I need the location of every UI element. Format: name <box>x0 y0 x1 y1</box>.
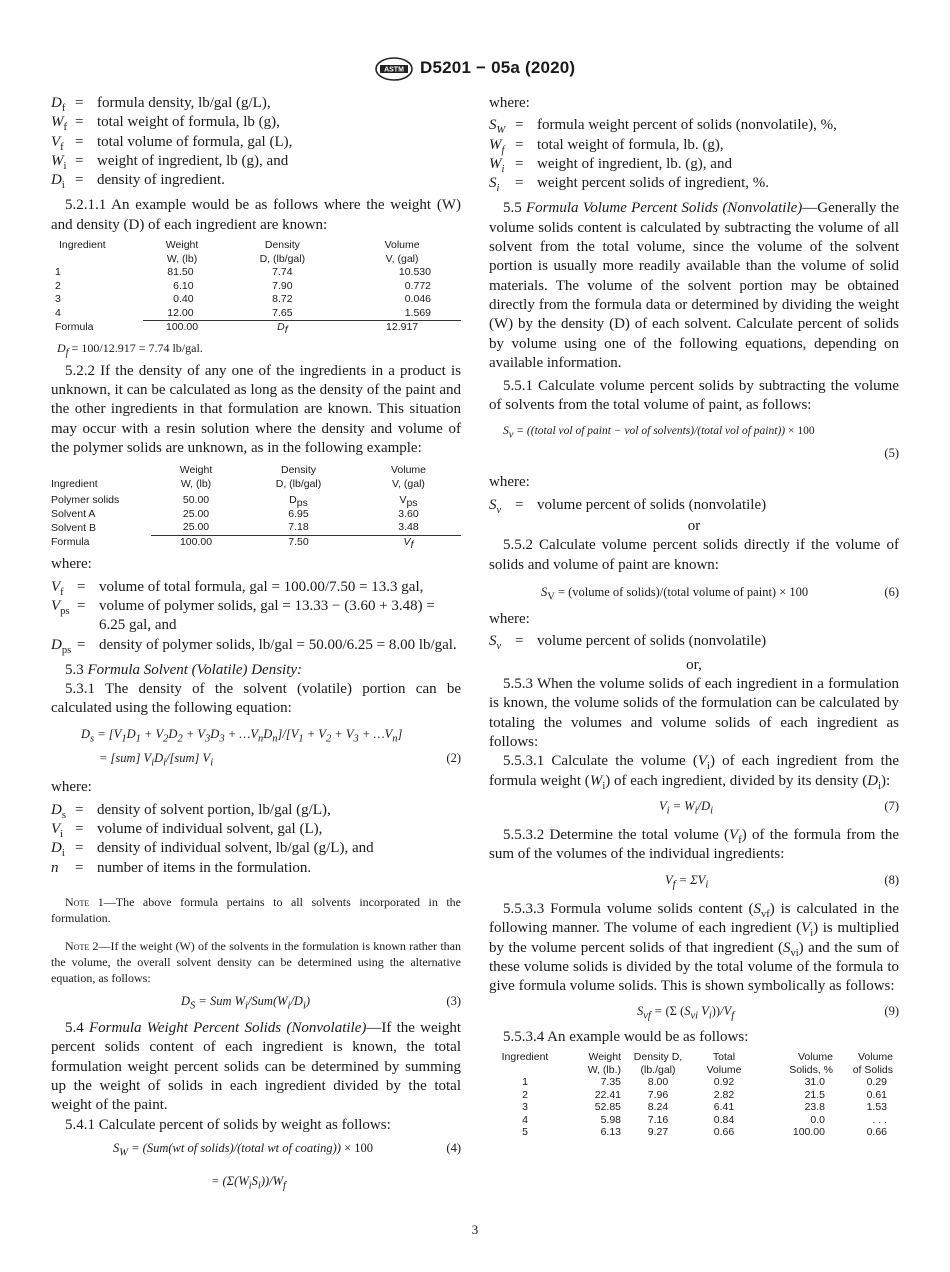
table-density-unknown: Ingredient Weight Density Volume W, (lb) D, (lb/gal) V, (gal) Polymer solids 50.00 $D_{ps}$ $V_{ps}$ Solvent A 25.00 6.95 3.60 Solvent B 25.00 7.18 3.48 Formula 100.00 7.50 $V_f$ <box>51 464 461 549</box>
table-row: 4 12.00 7.65 1.569 <box>51 307 461 321</box>
table-row: 2 6.10 7.90 0.772 <box>55 279 431 292</box>
definition-sv-2 <box>489 632 899 651</box>
table-volume-solids-example: Ingredient Weight Density D, Total Volume Volume W, (lb.) (lb./gal) Volume Solids, % of Solids 1 7.35 8.00 0.92 31.0 0.29 2 22.41 7.96 2.82 21.5 0.61 3 52.85 8.24 6.41 23.8 1.53 4 5.98 7.16 0.84 0.0 . . . 5 6.13 9.27 0.66 100.00 0.66 <box>499 1051 893 1139</box>
note-1: Note 1—The above formula pertains to all solvents incorporated in the formulation. <box>51 894 462 925</box>
definition-text: volume of total formula, gal = 100.00/7.50 = 13.3 gal, <box>99 578 424 595</box>
definition-symbol: $V_i$ <box>51 820 64 840</box>
table-total-row: Formula 100.00 $D_f$ 12.917 <box>55 321 419 337</box>
or-separator: or, <box>686 656 702 673</box>
astm-logo-icon <box>374 56 414 82</box>
definition-item: $V_{ps}$ = volume of polymer solids, gal = 13.33 − (3.60 + 3.48) = 6.25 gal, and <box>51 597 461 636</box>
paragraph-5-2-2: 5.2.2 If the density of any one of the ingredients in a product is unknown, it can be calculated as long as the density of the paint and the other ingredients in that formulation are known. This situation may occur with a resin solution where the density and volume of the polymer solids are unknown, as in the following example: <box>51 362 461 457</box>
definition-item: n = number of items in the formulation. <box>51 859 461 878</box>
definition-text: weight of ingredient, lb. (g), and <box>537 155 732 172</box>
definition-symbol: $D_i$ <box>51 840 65 860</box>
definition-text: volume percent of solids (nonvolatile) <box>537 633 767 650</box>
definition-text: volume percent of solids (nonvolatile) <box>537 496 767 513</box>
definition-text: total weight of formula, lb (g), <box>97 114 280 131</box>
paragraph-5-5-3-1: 5.5.3.1 Calculate the volume $(V_i)$ of each ingredient from the formula weight $(W_i)$ of each ingredient, divided by its density $(D_i)$: <box>489 753 899 792</box>
definitions-list-weight <box>489 116 899 193</box>
where-label: where: <box>489 611 530 628</box>
definition-text: weight of ingredient, lb (g), and <box>97 152 289 169</box>
table-ingredients-known: Ingredient Weight Density Volume W, (lb) D, (lb/gal) V, (gal) 1 81.50 7.74 10.530 2 6.10 7.90 0.772 3 0.40 8.72 0.046 4 12.00 7.65 1.569 Formula 100.00 $D_f$ 12.917 <box>51 239 461 335</box>
paragraph-5-5-1: 5.5.1 Calculate volume percent solids by subtracting the volume of solvents from the total volume of paint, as follows: <box>489 378 899 414</box>
where-label: where: <box>489 95 530 111</box>
table-row: 1 7.35 8.00 0.92 31.0 0.29 <box>522 1076 887 1089</box>
definition-item: $S_v$ = volume percent of solids (nonvolatile) <box>489 496 899 515</box>
definition-text: formula density, lb/gal (g/L), <box>97 95 271 111</box>
definition-symbol: $W_f$ <box>489 136 505 156</box>
table-row: 3 0.40 8.72 0.046 <box>55 293 431 306</box>
definition-item: $V_f$ = total volume of formula, gal (L), <box>51 133 461 152</box>
paragraph-5-3-1: 5.3.1 The density of the solvent (volatile) portion can be calculated using the following equation: <box>51 681 461 717</box>
where-label: where: <box>489 474 530 491</box>
definition-item: $S_i$ = weight percent solids of ingredient, %. <box>489 174 899 193</box>
definition-item: $W_i$ = weight of ingredient, lb (g), and <box>51 152 461 171</box>
definition-symbol: $W_i$ <box>489 155 505 175</box>
definition-item: $D_i$ = density of ingredient. <box>51 171 461 190</box>
page-number: 3 <box>471 1222 479 1237</box>
definition-symbol: $S_v$ <box>489 496 502 516</box>
section-5-3-heading: 5.3 Formula Solvent (Volatile) Density: <box>65 661 303 678</box>
definition-symbol: $W_f$ <box>51 114 67 134</box>
table-row: 4 5.98 7.16 0.84 0.0 . . . <box>522 1113 887 1126</box>
definition-text: weight percent solids of ingredient, %. <box>537 175 770 192</box>
definition-symbol: n <box>51 859 59 876</box>
definition-item: $V_f$ = volume of total formula, gal = 100.00/7.50 = 13.3 gal, <box>51 578 461 597</box>
table-row: 1 81.50 7.74 10.530 <box>55 266 431 279</box>
definition-item: $S_W$ = formula weight percent of solids (nonvolatile), %, <box>489 116 899 135</box>
where-label: where: <box>51 779 92 796</box>
equation-9: $S_{vf} = (\Sigma$ ($S_{vi}$ $V_i))/V_f$ (9) <box>637 1004 899 1022</box>
definition-item: $V_i$ = volume of individual solvent, gal (L), <box>51 820 461 839</box>
table-row: 3 52.85 8.24 6.41 23.8 1.53 <box>522 1101 887 1114</box>
svg-text:ASTM: ASTM <box>384 66 404 74</box>
equation-4: $S_W = (Sum(wt$ of solids)/(total wt of coating)) × 100 (4) <box>113 1140 461 1159</box>
definition-text: density of solvent portion, lb/gal (g/L), <box>97 801 331 818</box>
paragraph-5-4: 5.4 Formula Weight Percent Solids (Nonvolatile)—If the weight percent solids content of each ingredient is known, the total formulation weight percent solids can be determined by summing up the weight of solids in each ingredient divided by the total weight of the paint. <box>51 1020 461 1114</box>
definition-item: $S_v$ = volume percent of solids (nonvolatile) <box>489 632 899 651</box>
definition-text: volume of polymer solids, gal = 13.33 − (3.60 + 3.48) = 6.25 gal, and <box>99 597 435 634</box>
definition-text: density of ingredient. <box>97 172 225 189</box>
definition-item: $D_{ps}$ = density of polymer solids, lb/gal = 50.00/6.25 = 8.00 lb/gal. <box>51 636 461 655</box>
or-separator: or <box>687 517 701 534</box>
definition-symbol: $V_f$ <box>51 133 64 153</box>
equation-5: $S_v$ = ((total vol of paint − vol of solvents)/(total vol of paint)) × 100 <box>503 424 815 441</box>
definition-item: $W_i$ = weight of ingredient, lb. (g), and <box>489 155 899 174</box>
definition-symbol: $V_{ps}$ <box>51 597 70 617</box>
document-designation: D5201 − 05a (2020) <box>420 58 576 77</box>
equation-4-continued: = $(\Sigma(W_iS_i))/W_f$ <box>211 1174 286 1192</box>
definition-symbol: $V_f$ <box>51 578 64 598</box>
definition-text: density of individual solvent, lb/gal (g/L), and <box>97 840 374 857</box>
page-header <box>0 56 950 82</box>
definition-text: number of items in the formulation. <box>97 859 312 876</box>
definition-symbol: $S_W$ <box>489 117 506 137</box>
definition-text: volume of individual solvent, gal (L), <box>97 820 323 837</box>
definition-symbol: $S_i$ <box>489 175 500 195</box>
definition-symbol: $S_v$ <box>489 633 502 653</box>
definition-item: $W_f$ = total weight of formula, lb (g), <box>51 113 461 132</box>
definition-symbol: $D_i$ <box>51 172 65 192</box>
equation-3: $D_S$ = Sum $W_i/Sum(W_i/D_i)$ (3) <box>181 993 461 1012</box>
definition-symbol: $D_f$ <box>51 95 66 114</box>
definition-text: total weight of formula, lb. (g), <box>537 136 724 153</box>
definitions-list-3 <box>51 801 461 878</box>
definition-text: formula weight percent of solids (nonvolatile), %, <box>537 117 837 134</box>
left-column <box>51 94 461 1191</box>
right-column <box>489 94 899 1139</box>
equation-8: $V_f = \Sigma V_i$ (8) <box>665 872 899 891</box>
definitions-list-2 <box>51 578 461 655</box>
definition-text: total volume of formula, gal (L), <box>97 133 293 150</box>
paragraph-5-5-2: 5.5.2 Calculate volume percent solids directly if the volume of solids and volume of paint are known: <box>489 537 899 573</box>
equation-2-line-1: $D_s = [V_1D_1 + V_2D_2 + V_3D_3$ + $\dots V_nD_n]/[V_1 + V_2 + V_3$ + $\dots V_n$] <box>81 726 403 745</box>
equation-2-line-2: = [sum] $V_iD_i/[sum]$ $V_i$ (2) <box>99 751 461 769</box>
definition-item: $W_f$ = total weight of formula, lb. (g), <box>489 136 899 155</box>
paragraph-5-5-3: 5.5.3 When the volume solids of each ingredient in a formulation is known, the volume solids of the formulation can be calculated by totaling the volumes and volume solids of each ingredient as follows: <box>489 676 899 750</box>
definitions-list-1 <box>51 94 461 190</box>
paragraph-5-5: 5.5 Formula Volume Percent Solids (Nonvolatile)—Generally the volume solids content is calculated by subtracting the volume of all solvent from the total volume, since the volume of the solvent portion is usually more readily available than the volume of solid materials. The volume of the solvent portion may be obtained directly from the formula data or determined by dividing the weight (W) by the density (D) of each solvent. Calculate percent of solids by volume using one of the following equations, depending on available information. <box>489 200 899 371</box>
density-calculation: $D_f = 100/12.917 = 7.74$ lb/gal. <box>51 340 203 358</box>
definition-item: $D_f$ = formula density, lb/gal (g/L), <box>51 94 461 113</box>
definition-item: $D_i$ = density of individual solvent, lb/gal (g/L), and <box>51 839 461 858</box>
definition-symbol: $W_i$ <box>51 152 67 172</box>
definition-item: $D_s$ = density of solvent portion, lb/gal (g/L), <box>51 801 461 820</box>
paragraph-5-5-3-4: 5.5.3.4 An example would be as follows: <box>503 1028 749 1045</box>
definition-symbol: $D_{ps}$ <box>51 636 72 656</box>
table-row: 5 6.13 9.27 0.66 100.00 0.66 <box>522 1126 887 1139</box>
paragraph-5-4-1: 5.4.1 Calculate percent of solids by weight as follows: <box>65 1116 391 1133</box>
definition-sv-1 <box>489 496 899 515</box>
paragraph-5-2-1-1: 5.2.1.1 An example would be as follows where the weight (W) and density (D) of each ingredient are known: <box>51 197 461 233</box>
paragraph-5-5-3-3: 5.5.3.3 Formula volume solids content $(S_{vf})$ is calculated in the following manner. The volume of each ingredient $(V_i)$ is multiplied by the volume percent solids of that ingredient $(S_{vi})$ and the sum of these volume solids is divided by the total volume of the formula to give formula volume solids. This is shown symbolically as follows: <box>489 900 899 995</box>
note-2: Note 2—If the weight (W) of the solvents in the formulation is known rather than the volume, the overall solvent density can be determined using the alternative equation, as follows: <box>51 938 462 985</box>
table-row: 2 22.41 7.96 2.82 21.5 0.61 <box>522 1088 887 1101</box>
equation-6: $S_V$ = (volume of solids)/(total volume of paint) × 100 (6) <box>541 584 899 603</box>
equation-5-number: (5) <box>884 446 899 461</box>
definition-text: density of polymer solids, lb/gal = 50.00/6.25 = 8.00 lb/gal. <box>99 636 457 653</box>
where-label: where: <box>51 556 92 573</box>
paragraph-5-5-3-2: 5.5.3.2 Determine the total volume $(V_f)$ of the formula from the sum of the volumes of the individual ingredients: <box>489 827 900 863</box>
definition-symbol: $D_s$ <box>51 801 66 821</box>
equation-7: $V_i = W_i/D_i$ (7) <box>659 798 899 817</box>
